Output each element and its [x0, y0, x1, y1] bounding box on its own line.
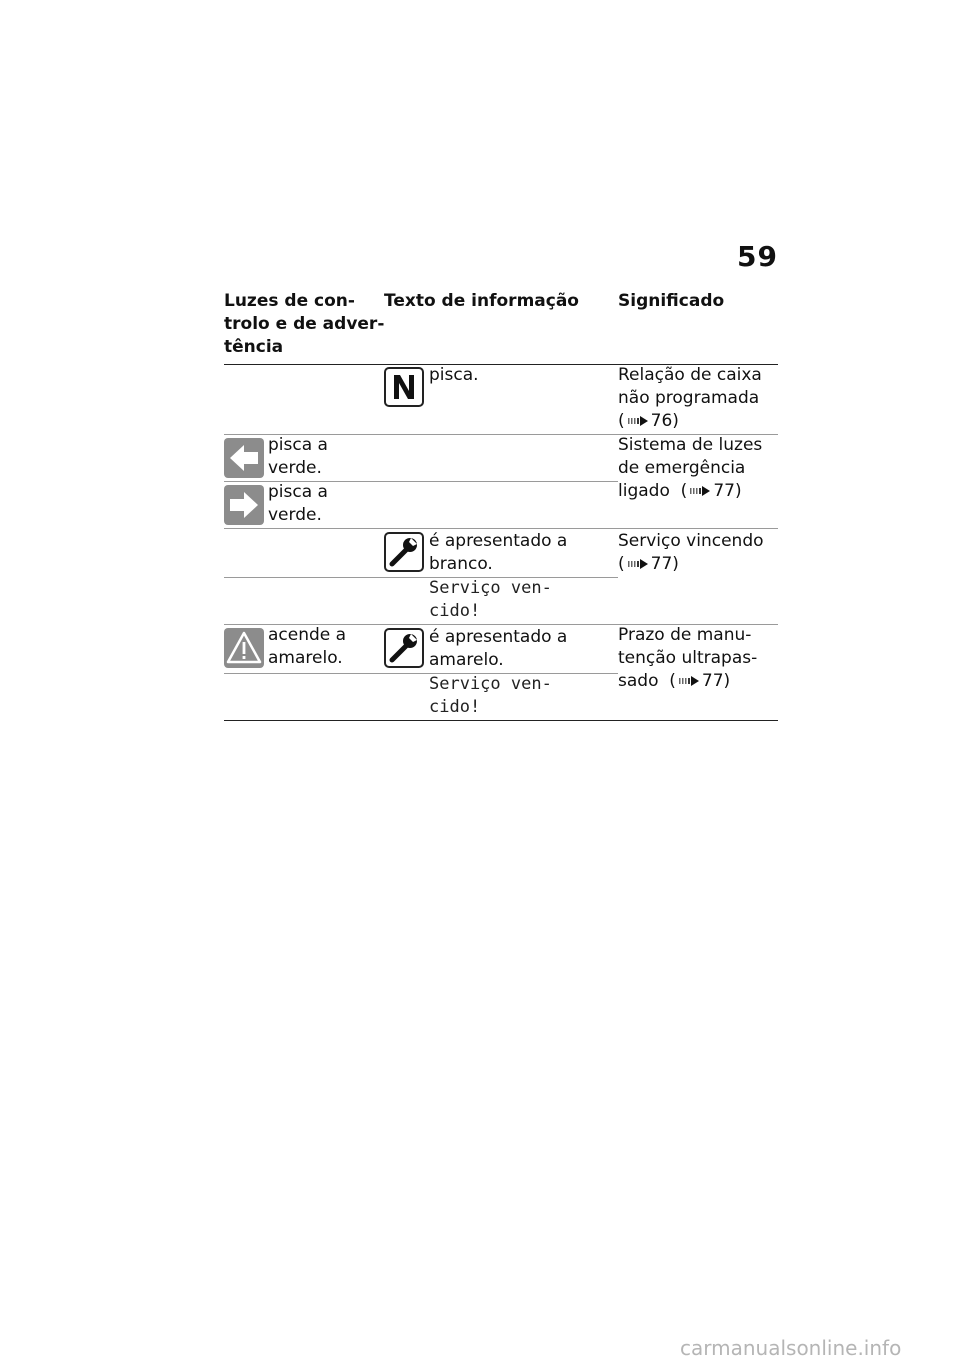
display-line: cido! — [429, 601, 481, 621]
ref-open: ( — [618, 411, 625, 431]
meaning-line-with-reference[interactable] — [618, 670, 757, 693]
ref-open: ( — [618, 554, 625, 574]
table-bottom-border — [224, 720, 778, 721]
header-line: Luzes de con- — [224, 291, 355, 311]
header-info-text: Texto de informação — [384, 291, 579, 311]
header-control-lights — [224, 290, 384, 359]
meaning-line: tenção ultrapas- — [618, 648, 758, 668]
reference-arrow-icon — [678, 675, 700, 687]
row-divider — [224, 577, 618, 578]
row3-display-text — [429, 577, 552, 623]
row4-text — [429, 626, 567, 672]
meaning-word: sado — [618, 671, 659, 691]
meaning-line: Prazo de manu- — [618, 625, 752, 645]
text-line: pisca a — [268, 435, 328, 455]
right-arrow-indicator-icon — [224, 485, 264, 525]
left-indicator-text — [268, 434, 328, 480]
warning-triangle-icon — [224, 628, 264, 668]
header-line: trolo e de adver- — [224, 314, 385, 334]
display-line: Serviço ven- — [429, 578, 552, 598]
row4-meaning — [618, 624, 757, 693]
text-line: verde. — [268, 505, 322, 525]
display-line: cido! — [429, 697, 481, 717]
right-indicator-text — [268, 481, 328, 527]
text-line: branco. — [429, 554, 493, 574]
reference-arrow-icon — [627, 558, 649, 570]
ref-page: 77) — [650, 554, 679, 574]
row1-meaning — [618, 364, 762, 433]
meaning-line: Sistema de luzes — [618, 435, 763, 455]
text-line: é apresentado a — [429, 531, 568, 551]
row4-display-text — [429, 673, 552, 719]
gear-neutral-n-icon — [384, 367, 424, 407]
ref-page: 77) — [701, 671, 731, 691]
header-meaning: Significado — [618, 291, 725, 311]
meaning-line-with-reference[interactable] — [618, 480, 762, 503]
row2-meaning — [618, 434, 762, 503]
row3-meaning — [618, 530, 764, 576]
ref-page: 76) — [650, 411, 679, 431]
text-line: amarelo. — [429, 650, 504, 670]
ref-page: 77) — [713, 481, 742, 501]
page-number: 59 — [737, 240, 778, 273]
text-line: amarelo. — [268, 648, 343, 668]
page-reference[interactable] — [618, 410, 762, 433]
text-line: pisca a — [268, 482, 328, 502]
row4-warning-text — [268, 624, 346, 670]
ref-open: ( — [680, 481, 688, 501]
footer-watermark: carmanualsonline.info — [680, 1336, 902, 1360]
display-line: Serviço ven- — [429, 674, 552, 694]
left-arrow-indicator-icon — [224, 438, 264, 478]
text-line: acende a — [268, 625, 347, 645]
text-line: é apresentado a — [429, 627, 568, 647]
ref-open: ( — [669, 671, 676, 691]
meaning-word: ligado — [618, 481, 670, 501]
reference-arrow-icon — [627, 415, 649, 427]
row-divider — [224, 528, 778, 529]
row-divider — [224, 673, 618, 674]
header-line: tência — [224, 337, 284, 357]
wrench-icon — [384, 628, 424, 668]
meaning-line: Relação de caixa — [618, 365, 762, 385]
row3-text — [429, 530, 567, 576]
reference-arrow-icon — [689, 485, 711, 497]
wrench-icon — [384, 532, 424, 572]
page-reference[interactable] — [618, 553, 764, 576]
text-line: verde. — [268, 458, 322, 478]
meaning-line: de emergência — [618, 458, 746, 478]
meaning-line: não programada — [618, 388, 760, 408]
row1-text: pisca. — [429, 365, 479, 385]
meaning-line: Serviço vincendo — [618, 531, 764, 551]
